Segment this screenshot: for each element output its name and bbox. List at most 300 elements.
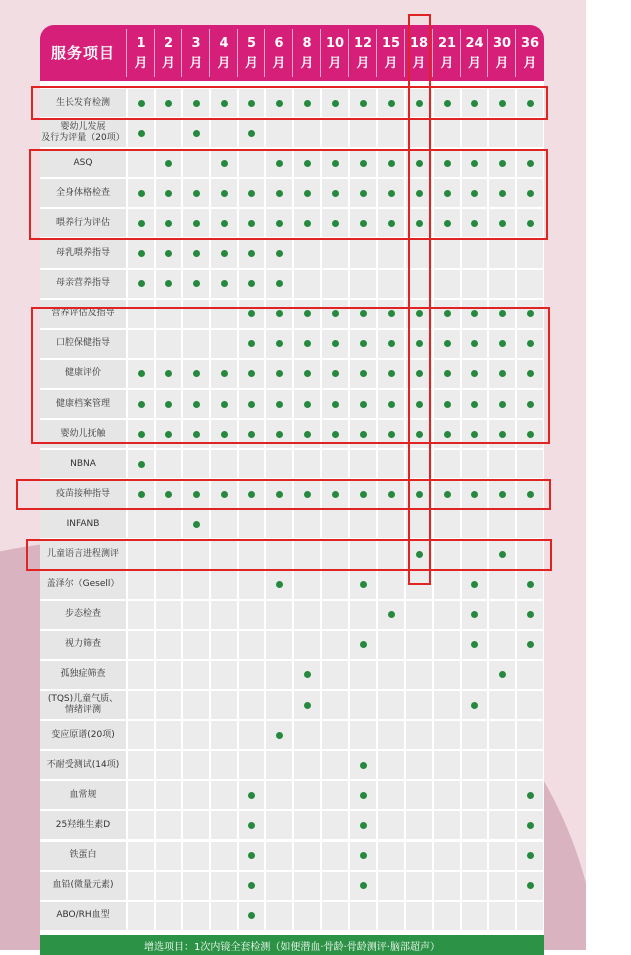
grid-cell [462, 751, 487, 779]
grid-cell [434, 842, 460, 870]
grid-cell [211, 510, 237, 538]
grid-cell [489, 751, 515, 779]
service-dot [165, 250, 172, 257]
grid-cell [211, 902, 237, 930]
grid-cell [266, 691, 292, 719]
grid-cell [294, 240, 320, 268]
grid-cell [462, 270, 487, 298]
month-number: 18 [409, 36, 429, 51]
row-label: 婴幼儿抚触 [40, 420, 126, 448]
grid-cell [378, 811, 404, 839]
grid-cell [406, 872, 432, 900]
grid-cell [211, 721, 237, 749]
service-dot [248, 852, 255, 859]
grid-cell [378, 872, 404, 900]
service-dot [360, 762, 367, 769]
service-dot [527, 792, 534, 799]
grid-cell [156, 601, 181, 629]
grid-cell [128, 811, 154, 839]
grid-cell [239, 510, 264, 538]
grid-cell [128, 691, 154, 719]
grid-cell [462, 872, 487, 900]
grid-cell [462, 661, 487, 689]
grid-cell [406, 661, 432, 689]
grid-cell [489, 571, 515, 599]
service-dot [276, 250, 283, 257]
grid-cell [211, 661, 237, 689]
grid-cell [294, 781, 320, 809]
header-divider [126, 29, 127, 77]
grid-cell [434, 119, 460, 147]
grid-cell [489, 631, 515, 659]
grid-cell [406, 601, 432, 629]
grid-cell [489, 781, 515, 809]
row-label: 口腔保健指导 [40, 330, 126, 358]
grid-cell [183, 872, 209, 900]
service-items-header: 服务项目 [50, 44, 115, 62]
grid-cell [378, 119, 404, 147]
grid-cell [489, 842, 515, 870]
header-divider [237, 29, 238, 77]
grid-cell [156, 691, 181, 719]
grid-cell [266, 902, 292, 930]
grid-cell [294, 450, 320, 478]
month-number: 21 [437, 36, 457, 51]
row-label: 健康档案管理 [40, 390, 126, 418]
service-dot [527, 581, 534, 588]
header-divider [460, 29, 461, 77]
month-number: 36 [520, 36, 540, 51]
grid-cell [183, 811, 209, 839]
grid-cell [322, 902, 348, 930]
grid-cell [350, 119, 376, 147]
service-dot [248, 130, 255, 137]
grid-cell [294, 571, 320, 599]
grid-cell [378, 691, 404, 719]
grid-cell [266, 872, 292, 900]
grid-cell [489, 510, 515, 538]
row-label: 血铅(微量元素) [40, 872, 126, 900]
grid-cell [322, 721, 348, 749]
month-number: 3 [191, 36, 201, 51]
service-dot [527, 852, 534, 859]
grid-cell [434, 661, 460, 689]
row-label: 营养评估及指导 [40, 300, 126, 328]
row-label: 健康评价 [40, 360, 126, 388]
grid-cell [211, 691, 237, 719]
header-divider [264, 29, 265, 77]
grid-cell [322, 450, 348, 478]
grid-cell [406, 631, 432, 659]
grid-cell [434, 571, 460, 599]
service-dot [360, 641, 367, 648]
grid-cell [156, 811, 181, 839]
header-divider [320, 29, 321, 77]
month-unit: 月 [384, 56, 398, 71]
month-unit: 月 [244, 56, 258, 71]
row-label: 变应原谱(20项) [40, 721, 126, 749]
grid-cell [434, 270, 460, 298]
grid-cell [239, 631, 264, 659]
grid-cell [239, 450, 264, 478]
month-header-30 [488, 25, 516, 81]
grid-cell [517, 240, 543, 268]
row-label: 全身体格检查 [40, 179, 126, 207]
month-number: 6 [274, 36, 284, 51]
month-header-1 [127, 25, 155, 81]
grid-cell [434, 811, 460, 839]
grid-cell [322, 661, 348, 689]
grid-cell [128, 781, 154, 809]
month-number: 30 [492, 36, 512, 51]
service-dot [221, 250, 228, 257]
grid-cell [128, 631, 154, 659]
grid-cell [211, 751, 237, 779]
month-number: 5 [246, 36, 257, 51]
service-dot [248, 250, 255, 257]
grid-cell [434, 601, 460, 629]
row-label: 盖泽尔（Gesell） [40, 571, 126, 599]
grid-cell [434, 872, 460, 900]
grid-cell [350, 270, 376, 298]
grid-cell [156, 571, 181, 599]
grid-cell [266, 601, 292, 629]
highlight-row-growth [31, 86, 548, 120]
grid-cell [211, 811, 237, 839]
service-dot [221, 280, 228, 287]
row-label: 婴幼儿发展 及行为评量（20项） [40, 119, 126, 147]
header-divider [154, 29, 155, 77]
service-dot [193, 280, 200, 287]
month-header-8 [293, 25, 321, 81]
grid-cell [350, 721, 376, 749]
month-unit: 月 [189, 56, 203, 71]
month-header-3 [182, 25, 210, 81]
grid-cell [156, 872, 181, 900]
grid-cell [322, 119, 348, 147]
grid-cell [266, 510, 292, 538]
month-unit: 月 [467, 56, 481, 71]
service-dot [138, 250, 145, 257]
service-dot [499, 671, 506, 678]
month-header-36 [516, 25, 544, 81]
service-dot [193, 521, 200, 528]
grid-cell [517, 661, 543, 689]
grid-cell [378, 781, 404, 809]
grid-cell [156, 450, 181, 478]
row-label: 铁蛋白 [40, 842, 126, 870]
month-header-12 [349, 25, 377, 81]
grid-cell [239, 601, 264, 629]
grid-cell [183, 601, 209, 629]
month-unit: 月 [328, 56, 342, 71]
month-header-21 [433, 25, 461, 81]
grid-cell [183, 721, 209, 749]
service-dot [360, 882, 367, 889]
grid-cell [350, 601, 376, 629]
service-dot [248, 822, 255, 829]
grid-cell [239, 691, 264, 719]
month-header-5 [238, 25, 265, 81]
grid-cell [322, 510, 348, 538]
grid-cell [266, 119, 292, 147]
month-number: 1 [136, 36, 146, 51]
grid-cell [183, 691, 209, 719]
row-label: INFANB [40, 510, 126, 538]
service-dot [527, 822, 534, 829]
grid-cell [489, 902, 515, 930]
grid-cell [183, 781, 209, 809]
header-divider [432, 29, 433, 77]
grid-cell [239, 571, 264, 599]
grid-cell [434, 691, 460, 719]
row-label: 步态检查 [40, 601, 126, 629]
grid-cell [350, 240, 376, 268]
service-dot [527, 641, 534, 648]
row-label: 孤独症筛查 [40, 661, 126, 689]
grid-cell [517, 721, 543, 749]
grid-cell [294, 601, 320, 629]
header-divider [376, 29, 377, 77]
service-dot [138, 461, 145, 468]
grid-cell [128, 902, 154, 930]
grid-cell [462, 510, 487, 538]
row-label: 疫苗接种指导 [40, 480, 126, 508]
row-label: (TQS)儿童气质、 情绪评测 [40, 691, 126, 719]
grid-cell [434, 751, 460, 779]
month-number: 4 [219, 36, 229, 51]
grid-cell [266, 450, 292, 478]
grid-cell [294, 119, 320, 147]
grid-cell [322, 270, 348, 298]
grid-cell [434, 450, 460, 478]
month-unit: 月 [272, 56, 286, 71]
grid-cell [128, 872, 154, 900]
service-dot [276, 280, 283, 287]
grid-cell [156, 902, 181, 930]
grid-cell [294, 270, 320, 298]
grid-cell [294, 631, 320, 659]
month-number: 15 [381, 36, 401, 51]
grid-cell [211, 450, 237, 478]
grid-cell [294, 811, 320, 839]
grid-cell [489, 872, 515, 900]
header-divider [348, 29, 349, 77]
grid-cell [239, 721, 264, 749]
header-divider [404, 29, 405, 77]
row-label: 视力筛查 [40, 631, 126, 659]
grid-cell [322, 631, 348, 659]
grid-cell [406, 751, 432, 779]
grid-cell [183, 631, 209, 659]
month-unit: 月 [495, 56, 509, 71]
row-label: 生长发育检测 [40, 89, 126, 117]
month-number: 2 [163, 36, 174, 51]
service-dot [360, 792, 367, 799]
row-label: 血常规 [40, 781, 126, 809]
grid-cell [211, 571, 237, 599]
footer-bar: 增选项目：1次内镜全套检测（如便潜血·骨龄·骨龄测评·脑部超声） [40, 935, 544, 955]
row-label: ABO/RH血型 [40, 902, 126, 930]
grid-cell [156, 119, 181, 147]
row-label: 不耐受测试(14项) [40, 751, 126, 779]
grid-cell [183, 902, 209, 930]
grid-cell [378, 751, 404, 779]
grid-cell [294, 721, 320, 749]
grid-cell [350, 902, 376, 930]
grid-cell [489, 240, 515, 268]
service-dot [527, 611, 534, 618]
highlight-rows-nutrition-touch [31, 307, 550, 444]
month-header-6 [265, 25, 293, 81]
grid-cell [378, 240, 404, 268]
grid-cell [156, 781, 181, 809]
grid-cell [322, 240, 348, 268]
grid-cell [517, 119, 543, 147]
month-unit: 月 [412, 56, 426, 71]
grid-cell [489, 119, 515, 147]
grid-cell [128, 571, 154, 599]
month-number: 12 [353, 36, 373, 51]
grid-cell [489, 450, 515, 478]
grid-cell [128, 661, 154, 689]
grid-cell [489, 811, 515, 839]
service-dot [248, 792, 255, 799]
grid-cell [434, 240, 460, 268]
service-dot [304, 671, 311, 678]
grid-cell [462, 240, 487, 268]
header-divider [487, 29, 488, 77]
grid-cell [156, 661, 181, 689]
grid-cell [462, 902, 487, 930]
grid-cell [434, 631, 460, 659]
service-dot [360, 581, 367, 588]
service-dot [276, 581, 283, 588]
service-dot [471, 702, 478, 709]
grid-cell [322, 872, 348, 900]
month-unit: 月 [134, 56, 148, 71]
highlight-row-language [26, 539, 552, 571]
service-dot [138, 130, 145, 137]
grid-cell [350, 691, 376, 719]
grid-cell [183, 751, 209, 779]
grid-cell [294, 842, 320, 870]
grid-cell [462, 842, 487, 870]
grid-cell [489, 601, 515, 629]
grid-cell [434, 902, 460, 930]
grid-cell [128, 601, 154, 629]
service-dot [360, 852, 367, 859]
grid-cell [406, 781, 432, 809]
grid-cell [378, 510, 404, 538]
grid-cell [462, 450, 487, 478]
row-label: 25羟维生素D [40, 811, 126, 839]
grid-cell [489, 721, 515, 749]
grid-cell [266, 842, 292, 870]
grid-cell [406, 902, 432, 930]
grid-cell [156, 631, 181, 659]
grid-cell [462, 119, 487, 147]
grid-cell [183, 842, 209, 870]
grid-cell [462, 721, 487, 749]
grid-cell [406, 842, 432, 870]
month-unit: 月 [217, 56, 231, 71]
grid-cell [266, 751, 292, 779]
grid-cell [406, 811, 432, 839]
row-label: 儿童语言进程测评 [40, 541, 126, 569]
grid-cell [156, 751, 181, 779]
grid-cell [378, 270, 404, 298]
grid-cell [322, 842, 348, 870]
grid-cell [406, 691, 432, 719]
service-dot [388, 611, 395, 618]
month-header-24 [461, 25, 488, 81]
grid-cell [294, 510, 320, 538]
grid-cell [266, 661, 292, 689]
row-label: 母亲营养指导 [40, 270, 126, 298]
month-unit: 月 [523, 56, 537, 71]
grid-cell [350, 661, 376, 689]
grid-cell [266, 631, 292, 659]
grid-cell [211, 842, 237, 870]
grid-cell [128, 751, 154, 779]
highlight-column-18 [408, 14, 431, 585]
grid-cell [350, 510, 376, 538]
month-number: 8 [302, 36, 312, 51]
month-unit: 月 [300, 56, 314, 71]
month-header-2 [155, 25, 182, 81]
grid-cell [378, 902, 404, 930]
highlight-row-vaccine [16, 479, 551, 510]
grid-cell [183, 661, 209, 689]
grid-cell [211, 872, 237, 900]
grid-cell [128, 721, 154, 749]
grid-cell [156, 721, 181, 749]
month-header-15 [377, 25, 405, 81]
grid-cell [183, 571, 209, 599]
row-label: NBNA [40, 450, 126, 478]
service-dot [193, 130, 200, 137]
grid-cell [378, 661, 404, 689]
grid-cell [322, 571, 348, 599]
header-divider [209, 29, 210, 77]
grid-cell [378, 842, 404, 870]
grid-cell [266, 781, 292, 809]
header-divider [292, 29, 293, 77]
grid-cell [211, 781, 237, 809]
grid-cell [517, 270, 543, 298]
grid-cell [239, 751, 264, 779]
grid-cell [266, 811, 292, 839]
grid-cell [434, 510, 460, 538]
header-divider [515, 29, 516, 77]
month-unit: 月 [440, 56, 454, 71]
month-number: 10 [325, 36, 345, 51]
month-header-10 [321, 25, 349, 81]
grid-cell [322, 781, 348, 809]
grid-cell [489, 691, 515, 719]
grid-cell [378, 571, 404, 599]
header-divider [181, 29, 182, 77]
grid-cell [406, 721, 432, 749]
highlight-rows-asq-feeding [29, 149, 548, 240]
grid-cell [350, 450, 376, 478]
grid-cell [378, 450, 404, 478]
service-dot [527, 882, 534, 889]
month-header-4 [210, 25, 238, 81]
grid-cell [517, 902, 543, 930]
grid-cell [294, 751, 320, 779]
